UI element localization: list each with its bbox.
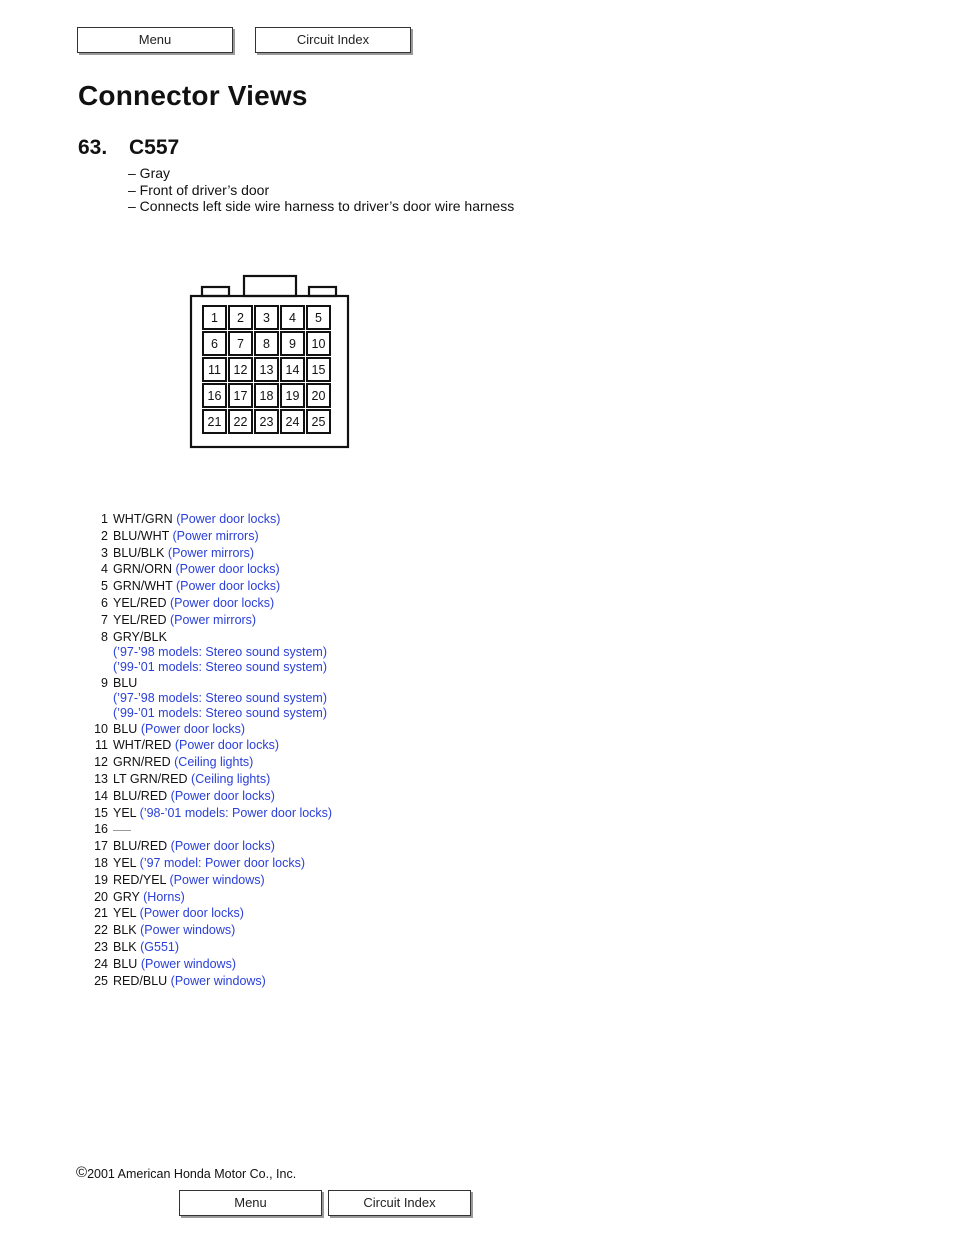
cavity-number: 4 (289, 311, 296, 325)
terminal-row (88, 511, 688, 528)
wire-color: YEL/RED (113, 612, 167, 627)
terminal-row (88, 595, 688, 612)
wire-color: GRN/RED (113, 755, 171, 770)
terminal-number: 7 (101, 612, 108, 627)
wire-color: BLU/BLK (113, 545, 165, 560)
terminal-row (88, 788, 688, 805)
cavity-number: 21 (207, 415, 222, 429)
cavity (203, 384, 226, 407)
circuit-link[interactable]: (Ceiling lights) (191, 771, 271, 786)
wire-color: WHT/GRN (113, 512, 173, 526)
copyright-text: 2001 American Honda Motor Co., Inc. (87, 1167, 297, 1181)
wire-color: BLU (113, 956, 138, 971)
wire-color: GRY/BLK (113, 629, 167, 644)
cavity-number: 6 (211, 337, 218, 351)
circuit-link[interactable]: (’97 model: Power door locks) (139, 855, 306, 870)
copyright (76, 1164, 296, 1181)
copyright-symbol: © (76, 1164, 88, 1181)
connector-color: – Gray (128, 165, 171, 181)
cavity-number: 13 (259, 363, 274, 377)
cavity (307, 306, 330, 329)
cavity-number: 2 (237, 311, 244, 325)
circuit-link[interactable]: (Power mirrors) (172, 528, 259, 543)
wire-color: RED/YEL (113, 872, 167, 887)
cavity (203, 306, 226, 329)
terminal-row (88, 545, 688, 562)
terminal-number: 9 (101, 675, 108, 690)
terminal-number: 18 (94, 855, 108, 870)
circuit-link[interactable]: (Power windows) (140, 923, 236, 938)
cavity-number: 5 (315, 311, 322, 325)
terminal-number: 17 (94, 839, 108, 854)
terminal-number: 3 (101, 545, 108, 560)
connector-id: C557 (129, 136, 180, 159)
wire-color: GRY (113, 889, 140, 904)
page-title: Connector Views (78, 80, 308, 111)
circuit-link[interactable]: (Power door locks) (139, 906, 244, 921)
terminal-number: 21 (94, 906, 108, 921)
circuit-link[interactable]: (Power door locks) (175, 579, 281, 594)
cavity-number: 12 (233, 363, 248, 377)
terminal-row (88, 675, 688, 721)
cavity-number: 8 (263, 337, 270, 351)
circuit-link[interactable]: (Horns) (143, 889, 185, 904)
circuit-link[interactable]: (Power windows) (170, 973, 266, 988)
circuit-index-button-bottom[interactable]: Circuit Index (328, 1190, 471, 1216)
wire-color: BLU/RED (113, 839, 168, 854)
wire-color: WHT/RED (113, 738, 172, 753)
wire-color: BLU/WHT (113, 528, 170, 543)
cavity-number: 9 (289, 337, 296, 351)
terminal-row (88, 721, 688, 738)
cavity-number: 25 (311, 415, 326, 429)
circuit-link[interactable]: (’97-’98 models: Stereo sound system) (113, 645, 327, 660)
circuit-link[interactable]: (Power door locks) (140, 721, 246, 736)
terminal-number: 12 (94, 755, 108, 770)
cavity-number: 14 (285, 363, 300, 377)
cavity-number: 19 (285, 389, 300, 403)
unused-terminal-dash (113, 830, 131, 831)
terminal-number: 14 (94, 788, 108, 803)
connector-number: 63. (78, 136, 108, 159)
terminal-row (88, 629, 688, 675)
terminal-row (88, 805, 688, 822)
terminal-list (88, 511, 688, 989)
cavity-number: 24 (285, 415, 300, 429)
terminal-row (88, 754, 688, 771)
wire-color: BLU (113, 675, 138, 690)
wire-color: LT GRN/RED (113, 771, 188, 786)
wire-color: GRN/ORN (113, 562, 173, 577)
connector-diagram (186, 272, 356, 454)
terminal-number: 2 (101, 528, 108, 543)
wire-color: YEL (113, 855, 137, 870)
circuit-link[interactable]: (’98-’01 models: Power door locks) (139, 805, 333, 820)
cavity-grid (203, 306, 330, 433)
wire-color: BLK (113, 923, 137, 938)
terminal-number: 10 (94, 721, 108, 736)
circuit-link[interactable]: (’97-’98 models: Stereo sound system) (113, 691, 327, 706)
wire-color: BLU (113, 721, 138, 736)
terminal-number: 11 (95, 738, 108, 753)
menu-button-bottom[interactable]: Menu (179, 1190, 322, 1216)
terminal-row (88, 771, 688, 788)
cavity-number: 15 (311, 363, 326, 377)
cavity (307, 358, 330, 381)
circuit-link[interactable]: (’99-’01 models: Stereo sound system) (113, 659, 327, 674)
cavity (307, 410, 330, 433)
cavity-number: 18 (259, 389, 274, 403)
cavity-number: 22 (233, 415, 248, 429)
cavity (255, 358, 278, 381)
cavity (229, 358, 252, 381)
terminal-row (88, 578, 688, 595)
terminal-row (88, 872, 688, 889)
cavity (255, 332, 278, 355)
circuit-link[interactable]: (G551) (140, 939, 180, 954)
terminal-row (88, 612, 688, 629)
connector-description (128, 165, 828, 215)
cavity (229, 384, 252, 407)
circuit-index-button[interactable]: Circuit Index (255, 27, 411, 53)
terminal-row (88, 973, 688, 990)
cavity (229, 332, 252, 355)
wire-color: BLU/RED (113, 788, 168, 803)
terminal-row (88, 855, 688, 872)
circuit-link[interactable]: (Power windows) (140, 956, 236, 971)
terminal-row (88, 821, 688, 838)
terminal-row (88, 561, 688, 578)
cavity-number: 17 (233, 389, 248, 403)
terminal-number: 20 (94, 889, 108, 904)
terminal-number: 16 (94, 822, 108, 837)
terminal-row (88, 939, 688, 956)
terminal-row (88, 905, 688, 922)
cavity-number: 7 (237, 337, 244, 351)
terminal-row (88, 922, 688, 939)
cavity (281, 358, 304, 381)
cavity (281, 332, 304, 355)
terminal-number: 19 (94, 872, 108, 887)
terminal-row (88, 956, 688, 973)
cavity-number: 10 (311, 337, 326, 351)
circuit-link[interactable]: (Power door locks) (170, 788, 275, 803)
terminal-row (88, 889, 688, 906)
cavity (281, 384, 304, 407)
cavity (229, 410, 252, 433)
terminal-number: 13 (94, 771, 108, 786)
cavity (203, 410, 226, 433)
terminal-number: 1 (101, 512, 108, 526)
circuit-link[interactable]: (Power mirrors) (169, 612, 257, 627)
circuit-link[interactable]: (Power door locks) (170, 839, 275, 854)
menu-button[interactable]: Menu (77, 27, 233, 53)
cavity (307, 384, 330, 407)
cavity (255, 410, 278, 433)
circuit-link[interactable]: (Power mirrors) (167, 545, 255, 560)
wire-color: YEL/RED (113, 595, 167, 610)
cavity (281, 410, 304, 433)
terminal-number: 8 (101, 629, 108, 644)
cavity-number: 16 (207, 389, 222, 403)
wire-color: BLK (113, 939, 137, 954)
cavity-number: 1 (211, 311, 218, 325)
wire-color: YEL (113, 906, 137, 921)
terminal-row (88, 737, 688, 754)
terminal-number: 25 (94, 973, 108, 988)
terminal-number: 4 (101, 562, 108, 577)
wire-color: GRN/WHT (113, 579, 173, 594)
circuit-link[interactable]: (Power door locks) (175, 562, 280, 577)
cavity-number: 23 (259, 415, 274, 429)
terminal-number: 24 (94, 956, 108, 971)
terminal-number: 23 (94, 939, 108, 954)
circuit-link[interactable]: (Power door locks) (176, 512, 281, 526)
cavity-number: 3 (263, 311, 270, 325)
terminal-number: 5 (101, 579, 108, 594)
connector-location: – Front of driver’s door (128, 181, 270, 198)
circuit-link[interactable]: (Ceiling lights) (174, 755, 254, 770)
cavity (281, 306, 304, 329)
wire-color: YEL (113, 805, 137, 820)
terminal-number: 15 (94, 805, 108, 820)
cavity (203, 358, 226, 381)
circuit-link[interactable]: (Power windows) (169, 872, 265, 887)
circuit-link[interactable]: (Power door locks) (169, 595, 275, 610)
wire-color: RED/BLU (113, 973, 168, 988)
cavity-number: 20 (311, 389, 326, 403)
terminal-row (88, 528, 688, 545)
terminal-row (88, 838, 688, 855)
cavity-number: 11 (208, 363, 221, 377)
cavity (255, 306, 278, 329)
connector-function: – Connects left side wire harness to driver’s door wire harness (128, 198, 515, 214)
cavity (255, 384, 278, 407)
cavity (229, 306, 252, 329)
cavity (307, 332, 330, 355)
cavity (203, 332, 226, 355)
circuit-link[interactable]: (Power door locks) (174, 738, 280, 753)
circuit-link[interactable]: (’99-’01 models: Stereo sound system) (113, 705, 327, 720)
terminal-number: 22 (94, 923, 108, 938)
terminal-number: 6 (101, 595, 108, 610)
